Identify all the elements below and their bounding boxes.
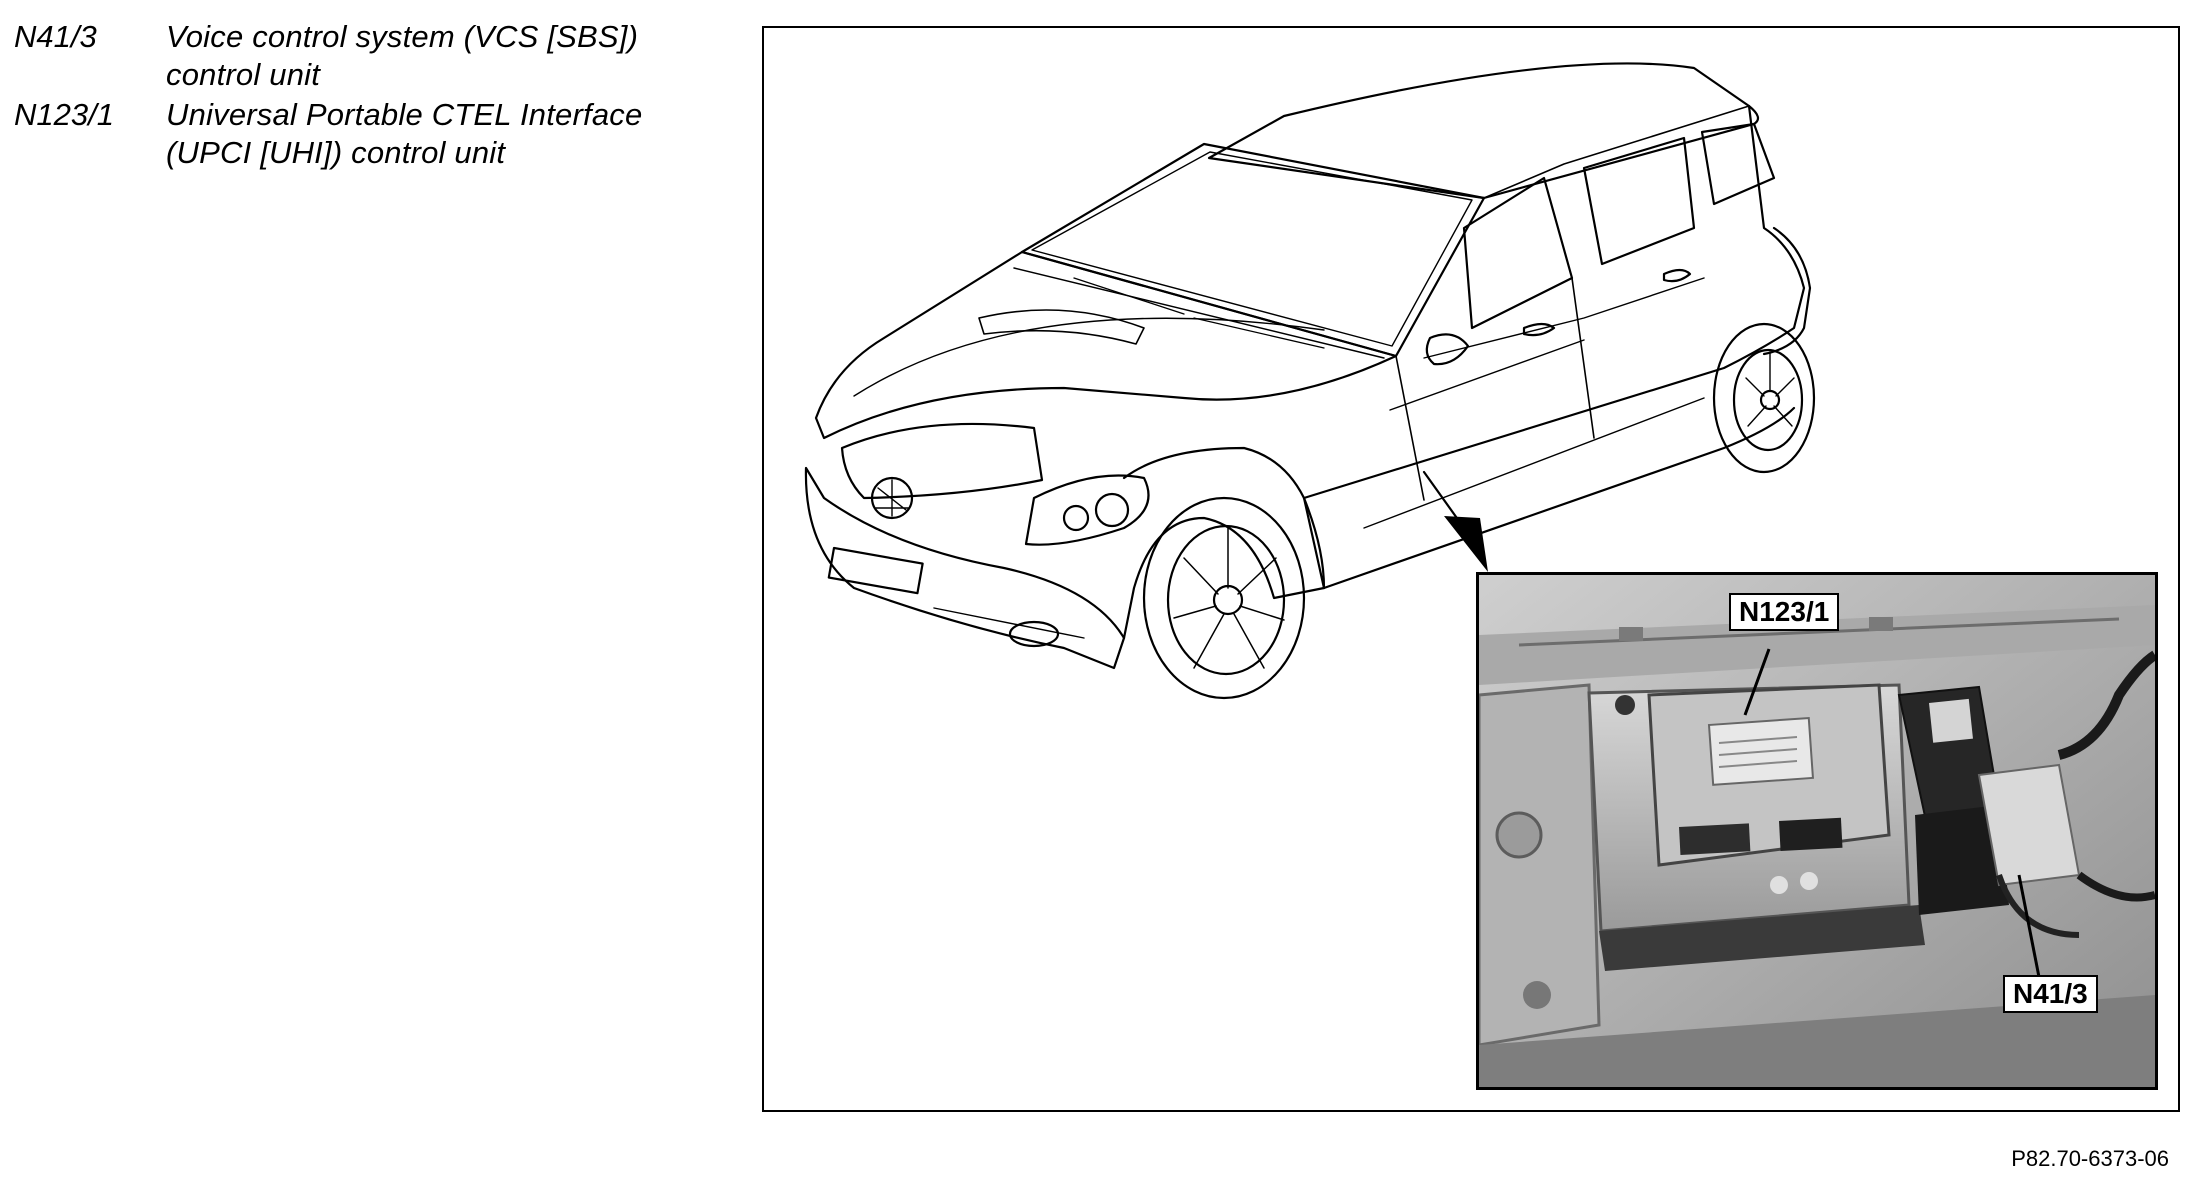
legend-code: N41/3 xyxy=(14,19,97,54)
callout-label-n41-3: N41/3 xyxy=(2003,975,2098,1013)
legend-code: N123/1 xyxy=(14,97,114,132)
car-roof xyxy=(1209,63,1758,198)
legend-item-n41-3 xyxy=(14,18,734,94)
figure-frame xyxy=(762,26,2180,1112)
car-headlight xyxy=(1026,476,1149,545)
legend-description xyxy=(166,18,638,94)
car-front-fender xyxy=(1124,448,1324,638)
legend-description xyxy=(166,96,642,172)
car-front-side-window xyxy=(1464,178,1572,328)
inset-photo xyxy=(1476,572,2158,1090)
legend xyxy=(14,18,734,174)
car-windshield xyxy=(1022,144,1484,356)
car-side-body xyxy=(1304,106,1804,498)
legend-description-line: Voice control system (VCS [SBS]) xyxy=(166,19,639,54)
car-front-bumper xyxy=(806,468,1124,668)
figure-reference: P82.70-6373-06 xyxy=(2011,1146,2169,1171)
car-grille xyxy=(842,424,1042,498)
callout-label-n123-1: N123/1 xyxy=(1729,593,1839,631)
legend-description-line: control unit xyxy=(166,57,321,92)
legend-description-line: (UPCI [UHI]) control unit xyxy=(166,135,506,170)
car-rear-side-window xyxy=(1584,138,1694,264)
legend-description-line: Universal Portable CTEL Interface xyxy=(166,97,643,132)
legend-item-n123-1 xyxy=(14,96,734,172)
car-side-mirror xyxy=(1427,334,1468,364)
